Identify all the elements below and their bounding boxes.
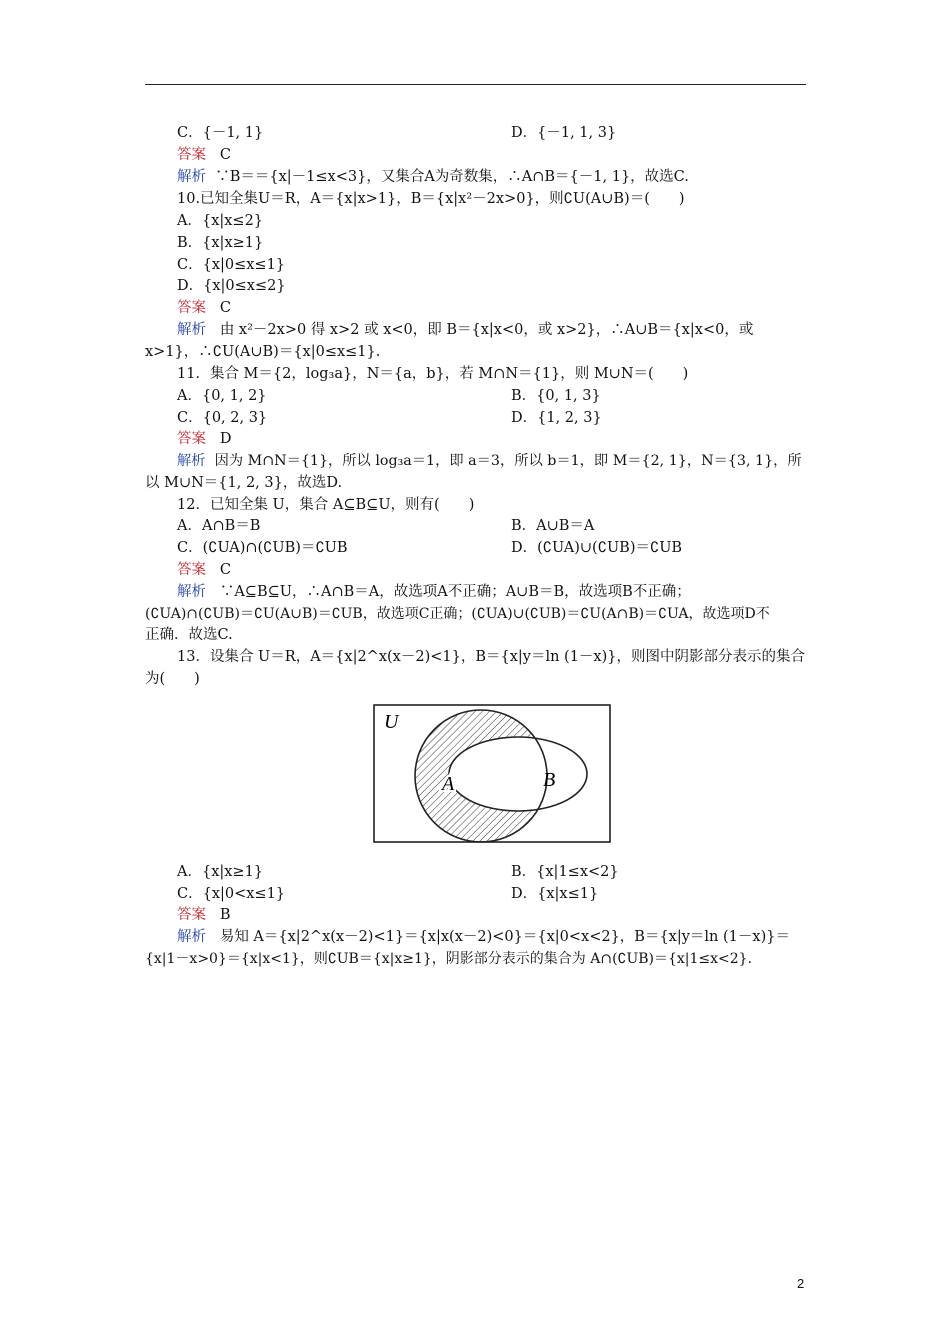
q12-stem: 12．已知全集 U，集合 A⊆B⊆U，则有( ) bbox=[177, 497, 475, 513]
analysis-label: 解析 bbox=[177, 584, 206, 600]
q11-answer-line bbox=[177, 429, 231, 449]
venn-label-u: U bbox=[384, 711, 399, 733]
q13-answer-line bbox=[177, 905, 230, 925]
q13-analysis-line bbox=[177, 927, 790, 947]
answer-label: 答案 bbox=[177, 431, 206, 447]
q10-option-a: A．{x|x≤2} bbox=[177, 213, 264, 229]
analysis-label: 解析 bbox=[177, 322, 206, 338]
q11-option-a: A．{0, 1, 2} bbox=[177, 388, 267, 404]
q9-analysis-line bbox=[177, 167, 689, 187]
q12-option-a: A．A∩B＝B bbox=[177, 518, 261, 534]
answer-label: 答案 bbox=[177, 907, 206, 923]
q10-analysis-line bbox=[177, 320, 753, 340]
q9-answer-line bbox=[177, 145, 231, 165]
q11-analysis-line-2: 以 M∪N＝{1, 2, 3}，故选D. bbox=[145, 475, 343, 491]
answer-value: D bbox=[219, 431, 232, 447]
venn-diagram bbox=[366, 693, 618, 853]
q10-stem: 10.已知全集U＝R，A＝{x|x>1}，B＝{x|x²－2x>0}，则∁U(A∪B)＝( ) bbox=[177, 191, 685, 207]
q10-analysis-line-2: x>1}，∴∁U(A∪B)＝{x|0≤x≤1}. bbox=[145, 344, 381, 360]
answer-label: 答案 bbox=[177, 300, 206, 316]
analysis-text: ∵B＝＝{x|－1≤x<3}，又集合A为奇数集，∴A∩B＝{－1, 1}，故选C. bbox=[215, 169, 689, 185]
q10-option-b: B．{x|x≥1} bbox=[177, 235, 264, 251]
q9-option-c: C．{－1, 1} bbox=[177, 125, 264, 141]
venn-label-a: A bbox=[442, 773, 455, 795]
analysis-text: 易知 A＝{x|2^x(x－2)<1}＝{x|x(x－2)<0}＝{x|0<x<2}，B＝{x|y＝ln (1－x)}＝ bbox=[219, 929, 790, 945]
analysis-label: 解析 bbox=[177, 929, 206, 945]
q11-option-c: C．{0, 2, 3} bbox=[177, 410, 268, 426]
q13-stem: 13．设集合 U＝R，A＝{x|2^x(x－2)<1}，B＝{x|y＝ln (1－x)}，则图中阴影部分表示的集合 bbox=[177, 649, 805, 665]
page-number: 2 bbox=[797, 1276, 805, 1291]
q13-option-d: D．{x|x≤1} bbox=[511, 886, 599, 902]
q10-option-d: D．{x|0≤x≤2} bbox=[177, 278, 286, 294]
q11-stem: 11．集合 M＝{2，log₃a}，N＝{a，b}，若 M∩N＝{1}，则 M∪N＝( ) bbox=[177, 366, 689, 382]
q10-answer-line bbox=[177, 298, 231, 318]
q13-option-c: C．{x|0<x≤1} bbox=[177, 886, 286, 902]
q11-option-b: B．{0, 1, 3} bbox=[511, 388, 601, 404]
q12-option-b: B．A∪B＝A bbox=[511, 518, 595, 534]
answer-label: 答案 bbox=[177, 562, 206, 578]
q12-option-d: D．(∁UA)∪(∁UB)＝∁UB bbox=[511, 540, 683, 556]
header-rule bbox=[145, 84, 806, 85]
q10-option-c: C．{x|0≤x≤1} bbox=[177, 257, 286, 273]
venn-label-b: B bbox=[543, 769, 556, 791]
q13-stem-2: 为( ) bbox=[145, 671, 200, 687]
q9-option-d: D．{－1, 1, 3} bbox=[511, 125, 617, 141]
q12-analysis-line-2: (∁UA)∩(∁UB)＝∁U(A∪B)＝∁UB，故选项C正确；(∁UA)∪(∁UB)＝∁U(A∩B)＝∁UA，故选项D不 bbox=[145, 606, 770, 622]
q12-answer-line bbox=[177, 560, 231, 580]
q12-analysis-line-3: 正确．故选C. bbox=[145, 627, 233, 643]
q13-option-b: B．{x|1≤x<2} bbox=[511, 864, 619, 880]
q13-option-a: A．{x|x≥1} bbox=[177, 864, 264, 880]
analysis-text: 因为 M∩N＝{1}，所以 log₃a＝1，即 a＝3，所以 b＝1，即 M＝{2, 1}，N＝{3, 1}，所 bbox=[214, 453, 802, 469]
q13-analysis-line-2: {x|1－x>0}＝{x|x<1}，则∁UB＝{x|x≥1}，阴影部分表示的集合为 A∩(∁UB)＝{x|1≤x<2}. bbox=[145, 951, 753, 967]
analysis-label: 解析 bbox=[177, 169, 206, 185]
answer-value: C bbox=[219, 300, 231, 316]
answer-label: 答案 bbox=[177, 147, 206, 163]
analysis-label: 解析 bbox=[177, 453, 206, 469]
q11-option-d: D．{1, 2, 3} bbox=[511, 410, 602, 426]
answer-value: C bbox=[219, 562, 231, 578]
analysis-text: ∵A⊆B⊆U，∴A∩B＝A，故选项A不正确；A∪B＝B，故选项B不正确； bbox=[219, 584, 691, 600]
answer-value: C bbox=[219, 147, 231, 163]
answer-value: B bbox=[219, 907, 231, 923]
q12-option-c: C．(∁UA)∩(∁UB)＝∁UB bbox=[177, 540, 348, 556]
q11-analysis-line bbox=[177, 451, 802, 471]
q12-analysis-line bbox=[177, 582, 691, 602]
analysis-text: 由 x²－2x>0 得 x>2 或 x<0，即 B＝{x|x<0，或 x>2}，∴A∪B＝{x|x<0，或 bbox=[219, 322, 754, 338]
